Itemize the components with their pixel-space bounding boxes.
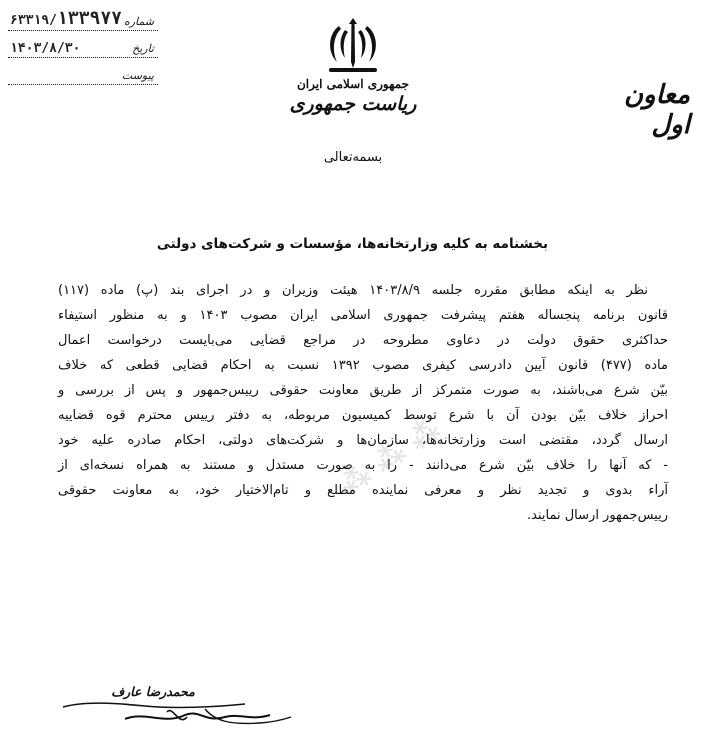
reference-number-label: شماره xyxy=(123,15,154,28)
institution-name: ریاست جمهوری xyxy=(289,93,417,115)
body-line: ماده (۴۷۷) قانون آیین دادرسی کیفری مصوب ۱۳۹۲ نسبت به احکام قضایی قطعی که خلاف xyxy=(58,358,668,373)
signature-icon xyxy=(55,697,295,731)
reference-date: ۱۴۰۳/۸/۳۰ xyxy=(10,41,81,56)
office-title: معاون اول xyxy=(623,80,690,140)
body-line: حداکثری حقوق دولت در دعاوی مطروحه در مراجع قضایی می‌بایست درخواست اعمال xyxy=(58,333,668,348)
reference-attachment-row xyxy=(8,62,158,85)
reference-number-prefix: ۶۳۳۱۹/ xyxy=(10,13,57,28)
body-line: بیّن شرع می‌باشند، به صورت متمرکز از طریق معاونت حقوقی رییس‌جمهور و پس از بررسی و xyxy=(58,383,668,398)
body-line: آراء بدوی و تجدید نظر و معرفی نماینده مطلع و تام‌الاختیار خود، به معاونت حقوقی xyxy=(58,483,668,498)
reference-date-label: تاریخ xyxy=(132,42,154,55)
reference-attachment-label: پیوست xyxy=(121,69,154,82)
country-name: جمهوری اسلامی ایران xyxy=(296,77,410,91)
reference-date-row xyxy=(8,35,158,58)
signatory-name: محمدرضا عارف xyxy=(111,684,195,699)
letter-body xyxy=(58,278,668,528)
emblem-icon xyxy=(323,18,383,76)
body-line: قانون برنامه پنجساله هفتم پیشرفت جمهوری اسلامی ایران مصوب ۱۴۰۳ و به منظور استیفاء xyxy=(58,308,668,323)
letter-subject: بخشنامه به کلیه وزارتخانه‌ها، مؤسسات و شرکت‌های دولتی xyxy=(156,236,549,252)
body-line: رییس‌جمهور ارسال نمایند. xyxy=(527,508,668,523)
body-line: احراز خلاف بیّن بودن آن با شرع توسط کمیسیون مربوطه، به دفتر رییس محترم قوه قضاییه xyxy=(58,408,668,423)
body-line: نظر به اینکه مطابق مقرره جلسه ۱۴۰۳/۸/۹ هیئت وزیران و در اجرای بند (پ) ماده (۱۱۷) xyxy=(58,283,648,298)
watermark: ⁂ ⁂ ⁂ xyxy=(333,412,447,503)
body-line: ارسال گردد، مقتضی است وزارتخانه‌ها، سازمان‌ها و شرکت‌های دولتی، احکام صادره علیه خود xyxy=(58,433,668,448)
body-line: - که آنها را خلاف بیّن شرع می‌دانند - را به صورت مستدل و مستند به همراه نسخه‌ای از xyxy=(58,458,668,473)
invocation: بسمه‌تعالی xyxy=(323,150,383,165)
reference-block xyxy=(8,8,158,89)
reference-number: ۱۳۳۹۷۷ xyxy=(56,8,122,29)
reference-number-row xyxy=(8,8,158,31)
